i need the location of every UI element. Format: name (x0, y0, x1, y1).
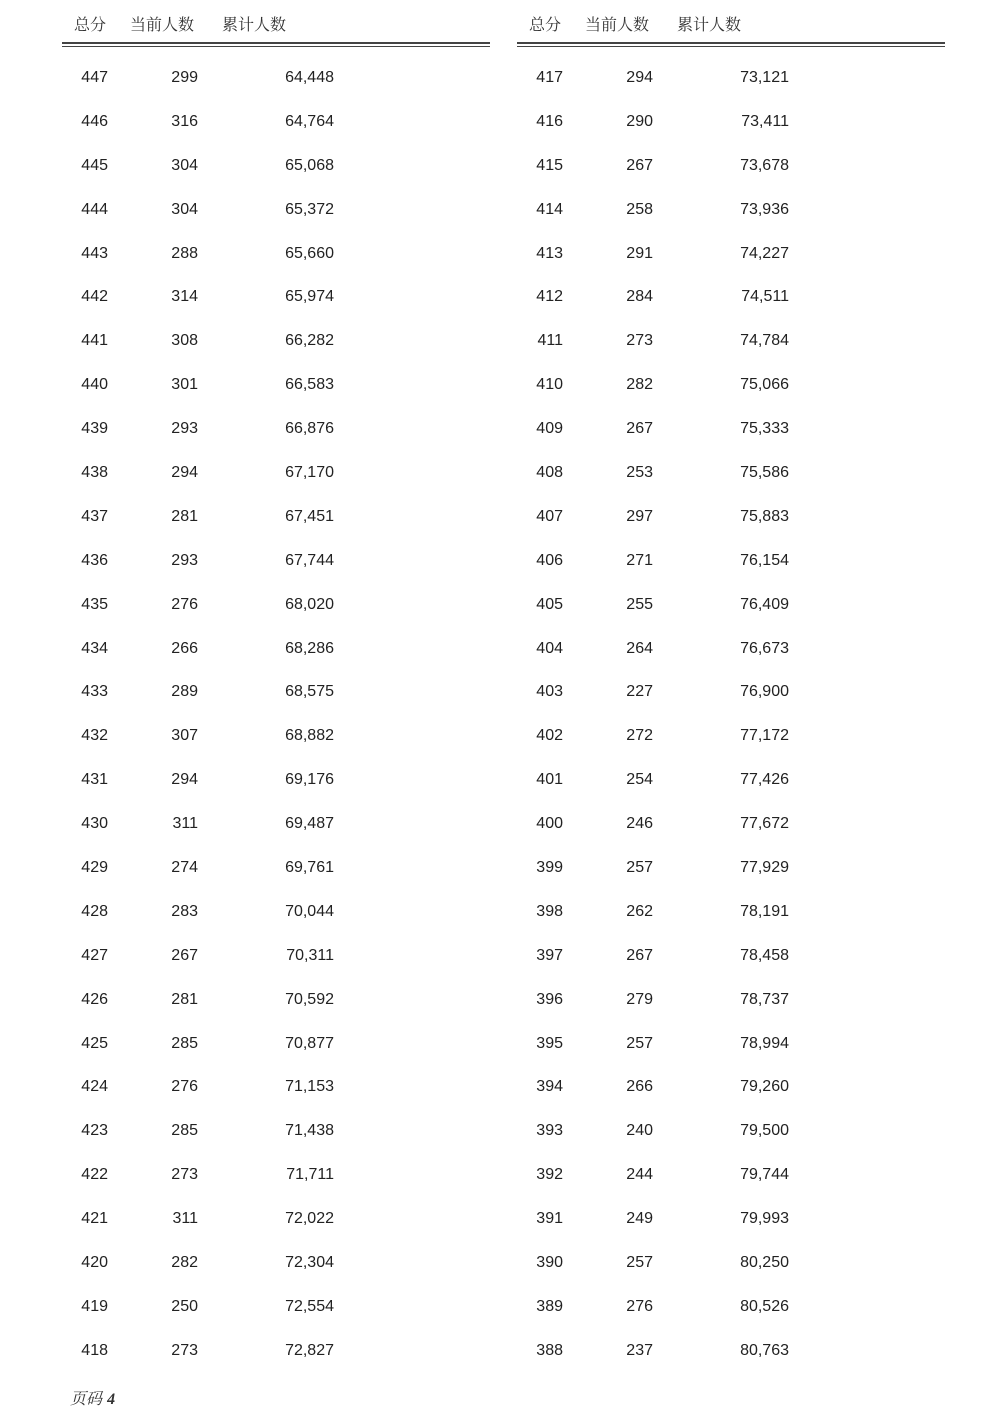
table-row (62, 935, 490, 979)
cell-score: 424 (81, 1078, 108, 1096)
cell-score: 432 (81, 727, 108, 745)
cell-current-count: 273 (626, 332, 653, 350)
table-row (517, 935, 945, 979)
cell-cumulative-count: 70,311 (286, 946, 334, 964)
cell-score: 398 (536, 902, 563, 920)
table-row (517, 671, 945, 715)
page-label: 页码 (70, 1389, 103, 1408)
cell-cumulative-count: 78,737 (740, 990, 789, 1008)
table-row (62, 408, 490, 452)
table-body (517, 57, 945, 1374)
cell-score: 399 (536, 859, 563, 877)
table-row (517, 1066, 945, 1110)
cell-score: 426 (81, 990, 108, 1008)
table-row (62, 1066, 490, 1110)
cell-cumulative-count: 76,154 (740, 551, 789, 569)
cell-score: 408 (536, 464, 563, 482)
cell-cumulative-count: 67,451 (285, 507, 334, 525)
cell-current-count: 267 (626, 420, 653, 438)
cell-score: 411 (537, 332, 563, 350)
cell-current-count: 314 (171, 288, 198, 306)
cell-score: 437 (81, 507, 108, 525)
cell-cumulative-count: 73,121 (740, 69, 789, 86)
table-row (517, 584, 945, 628)
cell-current-count: 257 (626, 859, 653, 877)
table-row (62, 233, 490, 277)
table-body (62, 57, 490, 1374)
cell-current-count: 294 (171, 771, 198, 789)
table-row (62, 979, 490, 1023)
table-row (517, 57, 945, 101)
cell-score: 403 (536, 683, 563, 701)
table-row (517, 145, 945, 189)
header-rule-thick (517, 42, 945, 44)
cell-cumulative-count: 64,448 (285, 69, 334, 86)
cell-cumulative-count: 71,438 (285, 1122, 334, 1140)
cell-score: 405 (536, 595, 563, 613)
cell-cumulative-count: 77,672 (740, 815, 789, 833)
cell-current-count: 255 (626, 595, 653, 613)
table-row (517, 891, 945, 935)
table-row (517, 101, 945, 145)
header-score: 总分 (529, 15, 562, 34)
cell-cumulative-count: 77,172 (740, 727, 789, 745)
cell-cumulative-count: 73,678 (740, 156, 789, 174)
cell-current-count: 294 (171, 464, 198, 482)
table-row (62, 540, 490, 584)
cell-current-count: 276 (171, 595, 198, 613)
cell-current-count: 294 (626, 69, 653, 86)
table-row (517, 320, 945, 364)
header-rule-thin (62, 46, 490, 47)
cell-score: 421 (81, 1210, 108, 1228)
cell-score: 396 (536, 990, 563, 1008)
cell-score: 436 (81, 551, 108, 569)
cell-cumulative-count: 76,673 (740, 639, 789, 657)
cell-score: 391 (536, 1210, 563, 1228)
cell-current-count: 262 (626, 902, 653, 920)
cell-score: 439 (81, 420, 108, 438)
cell-score: 417 (536, 69, 563, 86)
table-row (62, 628, 490, 672)
cell-current-count: 289 (171, 683, 198, 701)
cell-score: 429 (81, 859, 108, 877)
table-row (517, 759, 945, 803)
table-row (517, 1330, 945, 1374)
cell-score: 418 (81, 1341, 108, 1359)
cell-cumulative-count: 72,022 (285, 1210, 334, 1228)
cell-current-count: 279 (626, 990, 653, 1008)
cell-current-count: 281 (171, 507, 198, 525)
cell-cumulative-count: 78,191 (740, 902, 789, 920)
cell-current-count: 301 (171, 376, 198, 394)
table-row (62, 1110, 490, 1154)
cell-current-count: 293 (171, 551, 198, 569)
header-score: 总分 (74, 15, 107, 34)
cell-cumulative-count: 66,282 (285, 332, 334, 350)
cell-score: 435 (81, 595, 108, 613)
cell-score: 438 (81, 464, 108, 482)
cell-cumulative-count: 79,500 (740, 1122, 789, 1140)
table-row (62, 1023, 490, 1067)
cell-score: 402 (536, 727, 563, 745)
table-header (517, 0, 945, 44)
cell-cumulative-count: 71,711 (286, 1166, 334, 1184)
cell-cumulative-count: 75,066 (740, 376, 789, 394)
cell-cumulative-count: 79,993 (740, 1210, 789, 1228)
cell-score: 389 (536, 1297, 563, 1315)
table-row (517, 276, 945, 320)
cell-score: 445 (81, 156, 108, 174)
cell-cumulative-count: 67,170 (285, 464, 334, 482)
cell-current-count: 290 (626, 112, 653, 130)
table-panel-right (517, 0, 945, 1359)
cell-score: 446 (81, 112, 108, 130)
cell-cumulative-count: 69,487 (285, 815, 334, 833)
cell-current-count: 276 (626, 1297, 653, 1315)
cell-cumulative-count: 73,411 (741, 112, 789, 130)
cell-current-count: 258 (626, 200, 653, 218)
cell-current-count: 257 (626, 1034, 653, 1052)
cell-cumulative-count: 72,827 (285, 1341, 334, 1359)
cell-current-count: 273 (171, 1341, 198, 1359)
cell-score: 434 (81, 639, 108, 657)
cell-cumulative-count: 74,511 (741, 288, 789, 306)
header-current-count: 当前人数 (585, 15, 650, 34)
cell-score: 441 (81, 332, 108, 350)
cell-score: 428 (81, 902, 108, 920)
cell-cumulative-count: 65,372 (285, 200, 334, 218)
cell-current-count: 227 (626, 683, 653, 701)
cell-current-count: 291 (626, 244, 653, 262)
cell-current-count: 267 (171, 946, 198, 964)
cell-cumulative-count: 68,020 (285, 595, 334, 613)
cell-cumulative-count: 68,286 (285, 639, 334, 657)
table-row (517, 628, 945, 672)
cell-cumulative-count: 79,744 (740, 1166, 789, 1184)
cell-current-count: 281 (171, 990, 198, 1008)
table-row (62, 1242, 490, 1286)
cell-current-count: 299 (171, 69, 198, 86)
cell-cumulative-count: 80,526 (740, 1297, 789, 1315)
table-row (517, 233, 945, 277)
cell-score: 407 (536, 507, 563, 525)
cell-score: 431 (81, 771, 108, 789)
cell-score: 427 (81, 946, 108, 964)
cell-current-count: 284 (626, 288, 653, 306)
cell-score: 412 (536, 288, 563, 306)
cell-score: 401 (536, 771, 563, 789)
cell-current-count: 264 (626, 639, 653, 657)
cell-score: 425 (81, 1034, 108, 1052)
cell-cumulative-count: 66,876 (285, 420, 334, 438)
cell-cumulative-count: 69,761 (285, 859, 334, 877)
cell-score: 433 (81, 683, 108, 701)
cell-current-count: 254 (626, 771, 653, 789)
cell-current-count: 311 (172, 815, 198, 833)
cell-cumulative-count: 75,333 (740, 420, 789, 438)
cell-current-count: 246 (626, 815, 653, 833)
table-row (62, 759, 490, 803)
table-row (62, 276, 490, 320)
cell-current-count: 308 (171, 332, 198, 350)
cell-current-count: 285 (171, 1034, 198, 1052)
table-row (517, 540, 945, 584)
cell-cumulative-count: 78,994 (740, 1034, 789, 1052)
cell-score: 393 (536, 1122, 563, 1140)
cell-cumulative-count: 66,583 (285, 376, 334, 394)
table-row (62, 847, 490, 891)
cell-current-count: 267 (626, 946, 653, 964)
cell-current-count: 307 (171, 727, 198, 745)
cell-cumulative-count: 72,304 (285, 1254, 334, 1272)
cell-score: 443 (81, 244, 108, 262)
cell-score: 419 (81, 1297, 108, 1315)
cell-cumulative-count: 77,929 (740, 859, 789, 877)
cell-cumulative-count: 75,586 (740, 464, 789, 482)
cell-cumulative-count: 76,409 (740, 595, 789, 613)
cell-current-count: 253 (626, 464, 653, 482)
table-row (62, 671, 490, 715)
cell-cumulative-count: 64,764 (285, 112, 334, 130)
cell-cumulative-count: 68,882 (285, 727, 334, 745)
cell-cumulative-count: 72,554 (285, 1297, 334, 1315)
cell-score: 440 (81, 376, 108, 394)
cell-cumulative-count: 70,877 (285, 1034, 334, 1052)
cell-score: 404 (536, 639, 563, 657)
cell-score: 422 (81, 1166, 108, 1184)
cell-cumulative-count: 69,176 (285, 771, 334, 789)
header-cumulative-count: 累计人数 (677, 15, 742, 34)
table-row (517, 496, 945, 540)
table-row (62, 803, 490, 847)
cell-current-count: 285 (171, 1122, 198, 1140)
cell-score: 388 (536, 1341, 563, 1359)
cell-current-count: 271 (626, 551, 653, 569)
cell-score: 430 (81, 815, 108, 833)
cell-current-count: 237 (626, 1341, 653, 1359)
page-number: 4 (107, 1391, 116, 1408)
cell-cumulative-count: 76,900 (740, 683, 789, 701)
cell-cumulative-count: 73,936 (740, 200, 789, 218)
cell-current-count: 267 (626, 156, 653, 174)
cell-current-count: 311 (172, 1210, 198, 1228)
cell-current-count: 257 (626, 1254, 653, 1272)
cell-cumulative-count: 68,575 (285, 683, 334, 701)
table-row (62, 584, 490, 628)
cell-current-count: 250 (171, 1297, 198, 1315)
cell-score: 444 (81, 200, 108, 218)
table-row (62, 189, 490, 233)
cell-score: 423 (81, 1122, 108, 1140)
header-rule-thick (62, 42, 490, 44)
table-row (517, 847, 945, 891)
table-row (62, 101, 490, 145)
table-row (517, 189, 945, 233)
cell-current-count: 316 (171, 112, 198, 130)
table-row (517, 364, 945, 408)
cell-cumulative-count: 77,426 (740, 771, 789, 789)
cell-score: 392 (536, 1166, 563, 1184)
cell-current-count: 288 (171, 244, 198, 262)
table-row (517, 979, 945, 1023)
cell-current-count: 274 (171, 859, 198, 877)
cell-score: 406 (536, 551, 563, 569)
table-row (62, 496, 490, 540)
cell-current-count: 282 (626, 376, 653, 394)
table-row (62, 1330, 490, 1374)
cell-current-count: 244 (626, 1166, 653, 1184)
table-row (62, 891, 490, 935)
cell-current-count: 282 (171, 1254, 198, 1272)
page-footer (70, 1386, 115, 1409)
table-row (62, 452, 490, 496)
table-row (517, 1154, 945, 1198)
table-row (62, 57, 490, 101)
table-row (517, 1110, 945, 1154)
cell-current-count: 273 (171, 1166, 198, 1184)
table-row (62, 145, 490, 189)
cell-current-count: 304 (171, 156, 198, 174)
cell-score: 447 (81, 69, 108, 86)
cell-score: 400 (536, 815, 563, 833)
table-row (62, 1154, 490, 1198)
cell-score: 415 (536, 156, 563, 174)
cell-current-count: 240 (626, 1122, 653, 1140)
cell-current-count: 283 (171, 902, 198, 920)
table-row (62, 320, 490, 364)
cell-cumulative-count: 67,744 (285, 551, 334, 569)
cell-score: 397 (536, 946, 563, 964)
cell-cumulative-count: 80,763 (740, 1341, 789, 1359)
table-row (62, 1198, 490, 1242)
header-current-count: 当前人数 (130, 15, 195, 34)
cell-cumulative-count: 65,660 (285, 244, 334, 262)
cell-cumulative-count: 74,784 (740, 332, 789, 350)
cell-cumulative-count: 75,883 (740, 507, 789, 525)
table-row (517, 803, 945, 847)
table-row (517, 1242, 945, 1286)
table-row (517, 1286, 945, 1330)
cell-cumulative-count: 65,068 (285, 156, 334, 174)
table-row (62, 715, 490, 759)
cell-score: 395 (536, 1034, 563, 1052)
table-row (62, 1286, 490, 1330)
cell-current-count: 249 (626, 1210, 653, 1228)
cell-score: 414 (536, 200, 563, 218)
cell-cumulative-count: 78,458 (740, 946, 789, 964)
table-header (62, 0, 490, 44)
cell-score: 413 (536, 244, 563, 262)
cell-cumulative-count: 65,974 (285, 288, 334, 306)
cell-current-count: 266 (626, 1078, 653, 1096)
cell-score: 416 (536, 112, 563, 130)
cell-score: 390 (536, 1254, 563, 1272)
cell-score: 410 (536, 376, 563, 394)
table-row (517, 1023, 945, 1067)
cell-cumulative-count: 70,592 (285, 990, 334, 1008)
cell-score: 420 (81, 1254, 108, 1272)
cell-cumulative-count: 79,260 (740, 1078, 789, 1096)
cell-current-count: 276 (171, 1078, 198, 1096)
cell-cumulative-count: 80,250 (740, 1254, 789, 1272)
cell-score: 394 (536, 1078, 563, 1096)
header-rule-thin (517, 46, 945, 47)
cell-current-count: 272 (626, 727, 653, 745)
cell-current-count: 297 (626, 507, 653, 525)
cell-cumulative-count: 74,227 (740, 244, 789, 262)
cell-current-count: 293 (171, 420, 198, 438)
cell-current-count: 304 (171, 200, 198, 218)
table-row (517, 715, 945, 759)
cell-current-count: 266 (171, 639, 198, 657)
cell-cumulative-count: 71,153 (285, 1078, 334, 1096)
table-row (517, 1198, 945, 1242)
table-row (517, 408, 945, 452)
table-panel-left (62, 0, 490, 1359)
cell-cumulative-count: 70,044 (285, 902, 334, 920)
table-row (517, 452, 945, 496)
header-cumulative-count: 累计人数 (222, 15, 287, 34)
cell-score: 442 (81, 288, 108, 306)
table-row (62, 364, 490, 408)
cell-score: 409 (536, 420, 563, 438)
